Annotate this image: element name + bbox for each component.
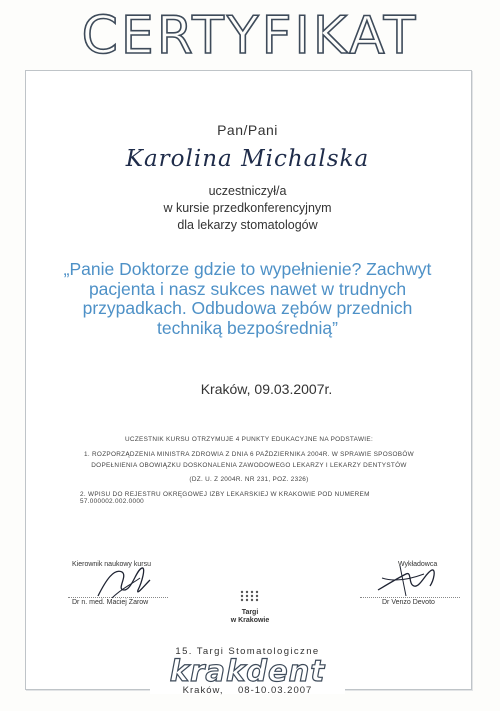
place-date: Kraków, 09.03.2007r. [200,381,333,397]
targi-logo [230,590,270,625]
targi-dots-icon [239,590,261,604]
signature-label-left: Kierownik naukowy kursu [72,561,151,568]
participation-line: dla lekarzy stomatologów [177,218,318,232]
signature-name-right: Dr Venzo Devoto [382,599,435,606]
course-title: „Panie Doktorze gdzie to wypełnienie? Zachwyt pacjenta i nasz sukces nawet w trudnych przypadkach. Odbudowa zębów przednich techniką bezpośrednią” [63,259,432,338]
legal-item: 1. ROZPORZĄDZENIA MINISTRA ZDROWIA Z DNIA 6 PAŹDZIERNIKA 2004R. W SPRAWIE SPOSOBÓW [84,451,414,458]
participation-text [25,183,470,234]
signature-name-left: Dr n. med. Maciej Żarow [72,599,149,606]
legal-heading: UCZESTNIK KURSU OTRZYMUJE 4 PUNKTY EDUKACYJNE NA PODSTAWIE: [124,436,374,443]
recipient-name: Karolina Michalska [125,146,370,172]
salutation: Pan/Pani [217,122,278,138]
legal-item: DOPEŁNIENIA OBOWIĄZKU DOSKONALENIA ZAWODOWEGO LEKARZY I LEKARZY DENTYSTÓW [91,462,407,469]
legal-notice [80,436,418,505]
participation-line: w kursie przedkonferencyjnym [163,201,332,215]
legal-item: 2. WPISU DO REJESTRU OKRĘGOWEJ IZBY LEKARSKIEJ W KRAKOWIE POD NUMEREM 57.000002.002.0000 [80,491,370,505]
event-place-date: Kraków, 08-10.03.2007 [182,685,313,696]
targi-logo-line: w Krakowie [230,617,270,624]
event-footer [150,646,345,694]
event-edition: 15. Targi Stomatologiczne [175,646,320,657]
krakdent-logo: krakdent [169,654,326,688]
signature-label-right: Wykładowca [398,561,438,568]
targi-logo-line: Targi [241,609,259,616]
legal-note: (DZ. U. Z 2004R. NR 231, POZ. 2326) [189,476,309,483]
participation-line: uczestniczył/a [208,184,287,198]
certificate-title: CERTYFIKAT [81,6,419,66]
signature-line-right [360,597,460,598]
signature-line-left [68,597,168,598]
